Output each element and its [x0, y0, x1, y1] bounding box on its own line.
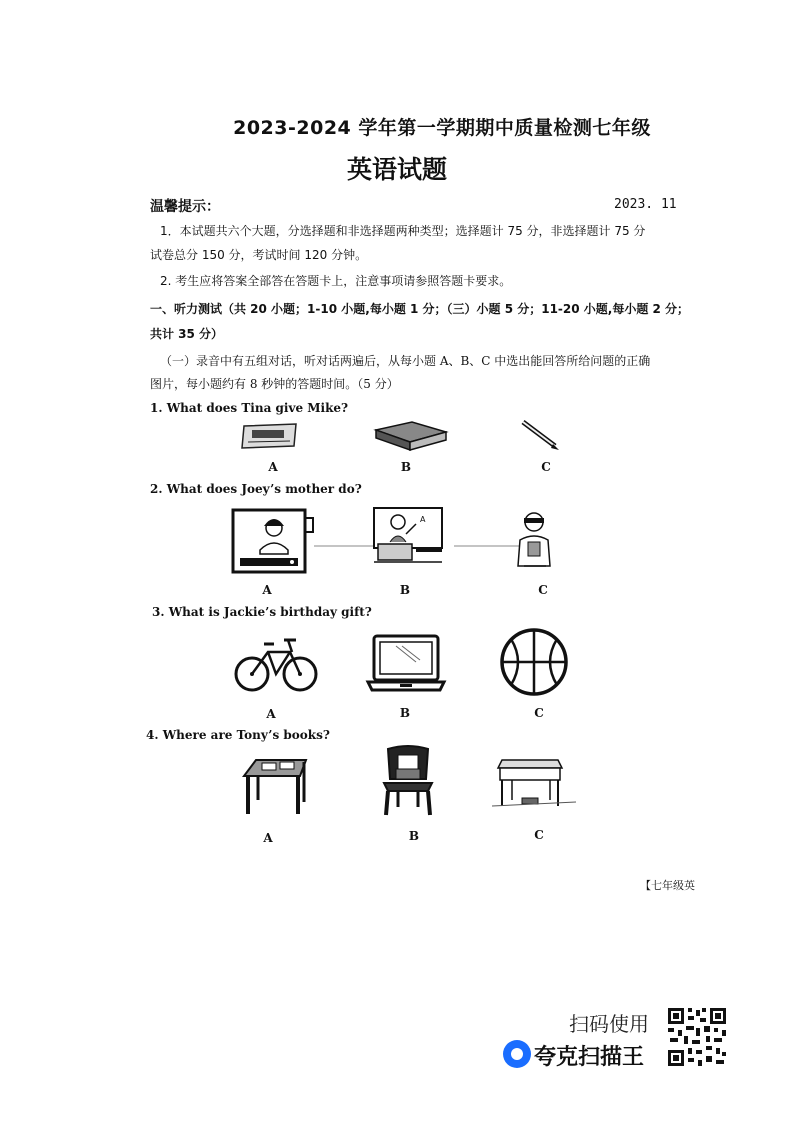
tip-line-1a: 1．本试题共六个大题，分选择题和非选择题两种类型；选择题计 75 分，非选择题计 75 分 — [160, 224, 646, 238]
brand-name: 夸克扫描王 — [534, 1045, 645, 1070]
doctor-icon — [510, 506, 556, 572]
chair-icon — [378, 745, 438, 817]
teacher-icon — [372, 506, 446, 570]
q2-option-c: C — [538, 583, 548, 597]
svg-text:A: A — [420, 515, 426, 524]
part1-instruction-b: 图片，每小题约有 8 秒钟的答题时间。（5 分） — [150, 377, 399, 391]
bicycle-icon — [234, 632, 318, 694]
q2-option-a: A — [262, 583, 272, 597]
desk-icon — [492, 758, 576, 814]
q3-option-c: C — [534, 706, 544, 720]
basketball-icon — [499, 627, 569, 697]
exam-date: 2023. 11 — [614, 197, 677, 212]
section1-heading-b: 共计 35 分） — [150, 327, 224, 341]
part1-instruction-a: （一）录音中有五组对话，听对话两遍后，从每小题 A、B、C 中选出能回答所给问题的正确 — [160, 354, 651, 368]
q1-option-b: B — [400, 460, 412, 474]
section1-heading-a: 一、听力测试（共 20 小题；1-10 小题,每小题 1 分；（三）小题 5 分；11-20 小题,每小题 2 分； — [150, 302, 690, 316]
q4-option-b: B — [408, 829, 420, 843]
exam-title: 2023-2024 学年第一学期期中质量检测七年级 — [233, 117, 651, 139]
pen-icon — [519, 418, 561, 452]
q1-option-a: A — [268, 460, 278, 474]
driver-icon — [230, 506, 316, 574]
tip-line-1b: 试卷总分 150 分，考试时间 120 分钟。 — [150, 248, 368, 262]
q2-option-b: B — [399, 583, 411, 597]
book-icon — [372, 418, 448, 452]
question-3: 3. What is Jackie’s birthday gift? — [152, 605, 372, 619]
tips-heading: 温馨提示： — [150, 199, 220, 215]
q3-option-a: A — [266, 707, 276, 721]
tip-line-2: 2. 考生应将答案全部答在答题卡上，注意事项请参照答题卡要求。 — [160, 274, 512, 288]
q1-option-c: C — [541, 460, 551, 474]
question-4: 4. Where are Tony’s books? — [146, 728, 330, 742]
q4-option-c: C — [534, 828, 544, 842]
exam-subject: 英语试题 — [346, 155, 447, 184]
qr-code-icon[interactable] — [666, 1006, 728, 1068]
grade-tag: 【七年级英 — [640, 879, 695, 892]
quark-logo-icon — [503, 1040, 531, 1068]
question-1: 1. What does Tina give Mike? — [150, 401, 349, 415]
newspaper-icon — [240, 418, 300, 450]
q3-option-b: B — [399, 706, 411, 720]
question-2: 2. What does Joey’s mother do? — [150, 482, 362, 496]
q4-option-a: A — [263, 831, 273, 845]
table-icon — [242, 752, 308, 818]
laptop-icon — [366, 632, 446, 694]
scan-prompt: 扫码使用 — [569, 1012, 649, 1036]
